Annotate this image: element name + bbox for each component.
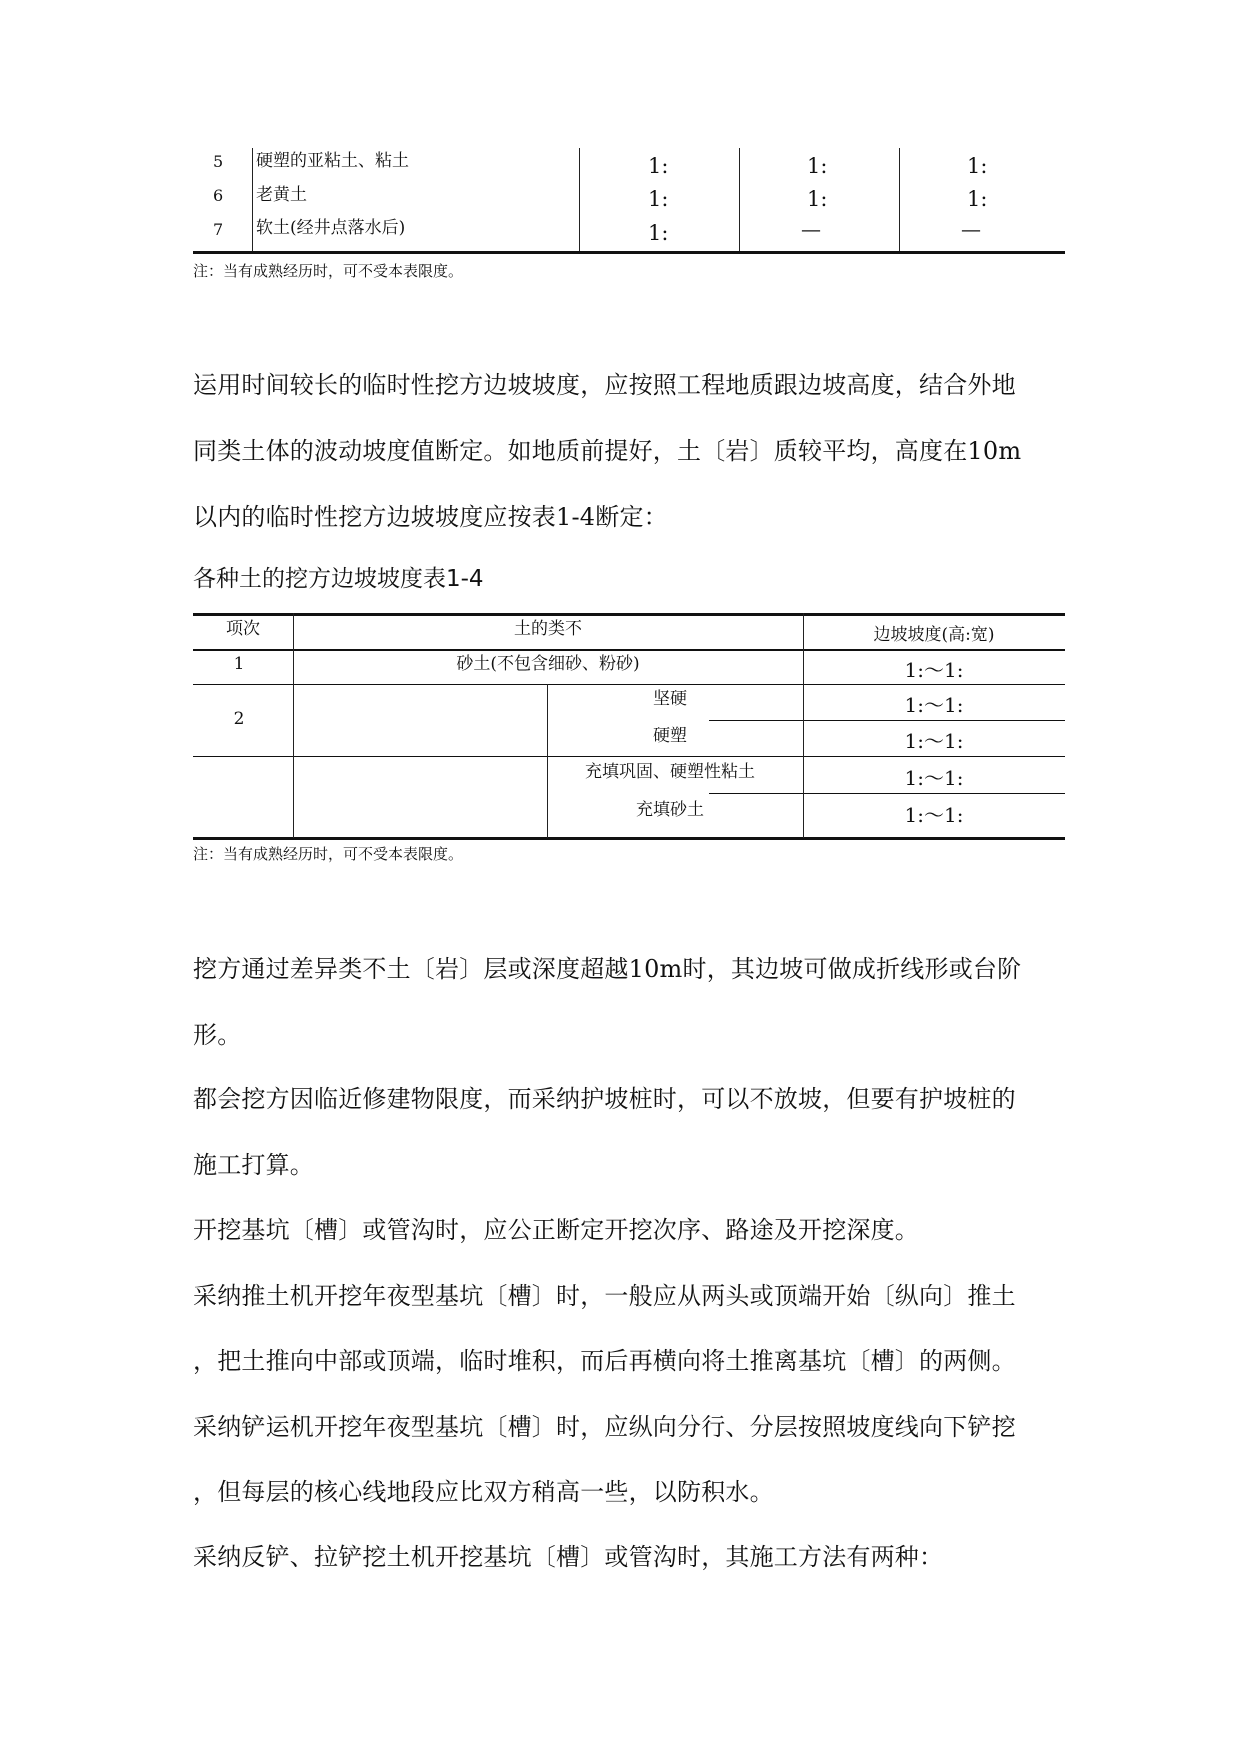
header-item: 项次 xyxy=(226,619,260,639)
paragraph-line: 施工打算。 xyxy=(193,1151,314,1179)
slope-value: 1: xyxy=(648,154,669,178)
slope-value: — xyxy=(961,217,981,241)
slope-value: — xyxy=(801,217,821,241)
slope-value: 1: xyxy=(967,187,988,211)
slope-value: 1: xyxy=(648,187,669,211)
table-rule xyxy=(193,684,1065,685)
table-bottom-rule xyxy=(193,837,1065,840)
table-divider xyxy=(899,148,900,251)
slope-range: 1:～1: xyxy=(904,693,964,717)
soil-type: 老黄土 xyxy=(256,185,307,205)
table-rule xyxy=(193,756,1065,757)
table-rule xyxy=(193,649,1065,651)
table-divider xyxy=(579,148,580,251)
paragraph-line: ，但每层的核心线地段应比双方稍高一些，以防积水。 xyxy=(193,1478,774,1506)
slope-value: 1: xyxy=(807,187,828,211)
soil-type: 软土(经井点落水后) xyxy=(256,218,406,238)
paragraph-line: ，把土推向中部或顶端，临时堆积，而后再横向将土推离基坑〔槽〕的两侧。 xyxy=(193,1347,1016,1375)
table-rule xyxy=(709,720,1065,721)
table-divider xyxy=(547,684,548,838)
table-rule xyxy=(709,793,1065,794)
table-caption: 各种土的挖方边坡坡度表1-4 xyxy=(193,566,484,592)
table-note: 注：当有成熟经历时，可不受本表限度。 xyxy=(193,845,464,863)
header-slope: 边坡坡度(高:宽) xyxy=(873,625,995,645)
soil-subtype: 充填砂土 xyxy=(636,800,704,820)
soil-subtype: 硬塑 xyxy=(653,726,687,746)
slope-value: 1: xyxy=(648,221,669,245)
soil-type: 硬塑的亚粘土、粘土 xyxy=(256,151,409,171)
slope-range: 1:～1: xyxy=(904,766,964,790)
row-number: 1 xyxy=(233,654,245,674)
row-number: 5 xyxy=(213,152,224,171)
soil-subtype: 充填巩固、硬塑性粘土 xyxy=(585,762,755,782)
slope-range: 1:～1: xyxy=(904,658,964,682)
table-divider xyxy=(293,613,294,838)
row-number: 6 xyxy=(213,186,224,205)
excavation-slope-table xyxy=(193,613,1065,840)
paragraph-line: 都会挖方因临近修建物限度，而采纳护坡桩时，可以不放坡，但要有护坡桩的 xyxy=(193,1085,1016,1113)
paragraph-line: 挖方通过差异类不土〔岩〕层或深度超越10m时，其边坡可做成折线形或台阶 xyxy=(193,955,1022,983)
paragraph-line: 开挖基坑〔槽〕或管沟时，应公正断定开挖次序、路途及开挖深度。 xyxy=(193,1216,919,1244)
paragraph-line: 形。 xyxy=(193,1021,242,1049)
paragraph-line: 采纳反铲、拉铲挖土机开挖基坑〔槽〕或管沟时，其施工方法有两种： xyxy=(193,1543,944,1571)
table-divider xyxy=(252,148,253,251)
header-soil-type: 土的类不 xyxy=(514,619,582,639)
table-top-rule xyxy=(193,613,1065,616)
slope-value: 1: xyxy=(807,154,828,178)
paragraph-line: 运用时间较长的临时性挖方边坡坡度，应按照工程地质跟边坡高度，结合外地 xyxy=(193,371,1016,399)
row-number: 7 xyxy=(213,220,224,239)
slope-value: 1: xyxy=(967,154,988,178)
table-note: 注：当有成熟经历时，可不受本表限度。 xyxy=(193,262,464,280)
row-number: 2 xyxy=(233,709,245,729)
table-divider xyxy=(739,148,740,251)
paragraph-line: 采纳铲运机开挖年夜型基坑〔槽〕时，应纵向分行、分层按照坡度线向下铲挖 xyxy=(193,1413,1016,1441)
soil-slope-table-continued xyxy=(193,148,1065,256)
paragraph-line: 同类土体的波动坡度值断定。如地质前提好，土〔岩〕质较平均，高度在10m xyxy=(193,437,1022,465)
soil-subtype: 坚硬 xyxy=(653,689,687,709)
paragraph-line: 采纳推土机开挖年夜型基坑〔槽〕时，一般应从两头或顶端开始〔纵向〕推土 xyxy=(193,1282,1016,1310)
soil-type: 砂土(不包含细砂、粉砂) xyxy=(456,654,640,674)
paragraph-line: 以内的临时性挖方边坡坡度应按表1-4断定： xyxy=(193,503,668,531)
slope-range: 1:～1: xyxy=(904,803,964,827)
table-divider xyxy=(803,613,804,838)
table-bottom-rule xyxy=(193,251,1065,254)
slope-range: 1:～1: xyxy=(904,729,964,753)
